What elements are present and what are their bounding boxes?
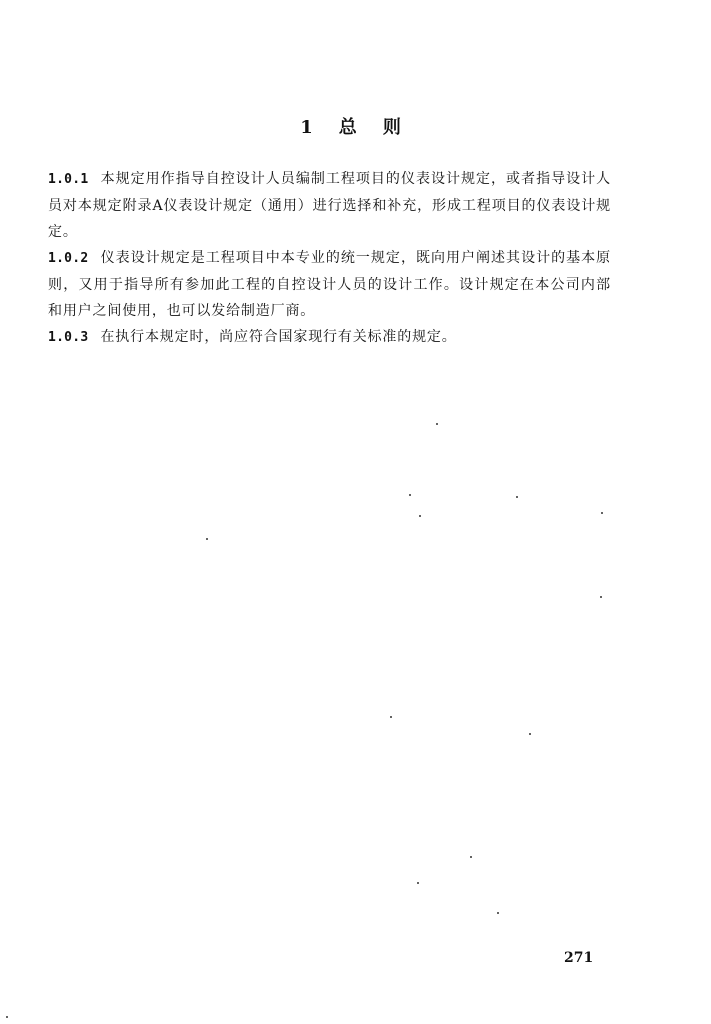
- chapter-title: 1 总 则: [300, 117, 411, 138]
- scan-speck: [529, 733, 531, 735]
- scan-speck: [497, 912, 499, 914]
- clause-1-0-3: [48, 324, 611, 351]
- scan-speck: [419, 515, 421, 517]
- page-number: 271: [564, 950, 594, 966]
- scan-speck: [390, 716, 392, 718]
- scan-speck: [409, 494, 411, 496]
- clause-number: 1.0.1: [48, 172, 89, 187]
- clause-text: 仪表设计规定是工程项目中本专业的统一规定，既向用户阐述其设计的基本原则，又用于指导所有参加此工程的自控设计人员的设计工作。设计规定在本公司内部和用户之间使用，也可以发给制造厂商。: [48, 250, 611, 319]
- scan-speck: [600, 596, 602, 598]
- clause-1-0-2: [48, 245, 611, 324]
- scan-speck: [417, 882, 419, 884]
- clause-number: 1.0.2: [48, 251, 89, 266]
- scan-speck: [601, 512, 603, 514]
- scan-speck: [6, 1016, 8, 1018]
- clause-1-0-1: [48, 166, 611, 245]
- clause-number: 1.0.3: [48, 330, 89, 345]
- scan-speck: [516, 496, 518, 498]
- clause-text: 在执行本规定时，尚应符合国家现行有关标准的规定。: [100, 329, 457, 345]
- clause-text: 本规定用作指导自控设计人员编制工程项目的仪表设计规定，或者指导设计人员对本规定附录A仪表设计规定（通用）进行选择和补充，形成工程项目的仪表设计规定。: [48, 171, 611, 240]
- clause-list: [48, 166, 611, 351]
- scan-speck: [206, 538, 208, 540]
- scan-speck: [436, 423, 438, 425]
- scan-speck: [470, 856, 472, 858]
